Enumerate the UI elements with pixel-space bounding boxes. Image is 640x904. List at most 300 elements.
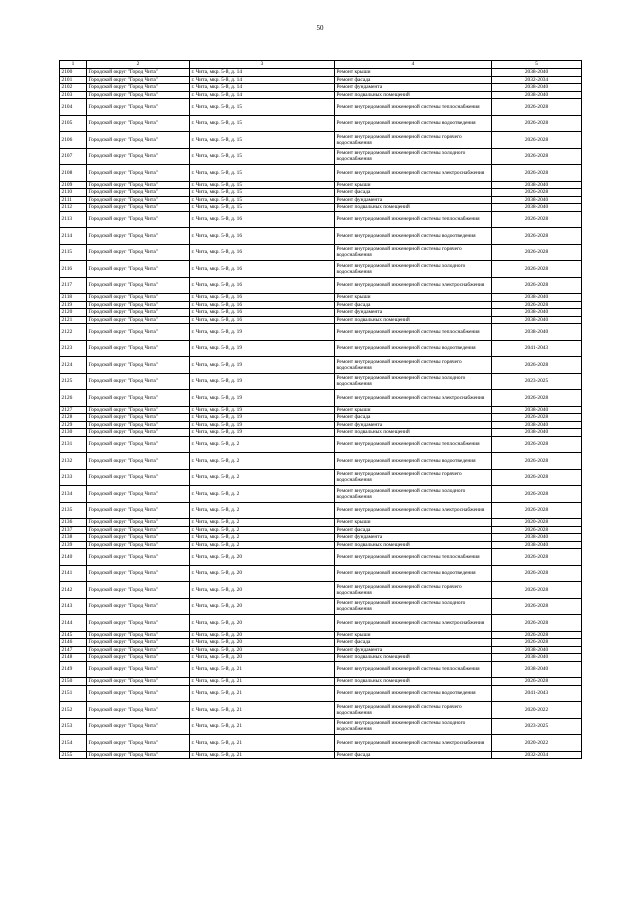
- table-row: [60, 735, 582, 752]
- row-number-cell: 2124: [60, 357, 87, 374]
- work-type-cell: Ремонт внутридомовой инженерной системы горячего водоснабжения: [335, 702, 492, 719]
- address-cell: г. Чита, мкр. 5-й, д. 14: [190, 69, 335, 77]
- address-cell: г. Чита, мкр. 5-й, д. 21: [190, 678, 335, 686]
- work-type-cell: Ремонт внутридомовой инженерной системы холодного водоснабжения: [335, 373, 492, 390]
- row-number-cell: 2150: [60, 678, 87, 686]
- address-cell: г. Чита, мкр. 5-й, д. 21: [190, 661, 335, 678]
- municipality-cell: Городской округ "Город Чита": [87, 115, 190, 132]
- row-number-cell: 2103: [60, 91, 87, 99]
- table-row: [60, 211, 582, 228]
- table-row: [60, 357, 582, 374]
- work-type-cell: Ремонт внутридомовой инженерной системы горячего водоснабжения: [335, 582, 492, 599]
- address-cell: г. Чита, мкр. 5-й, д. 21: [190, 685, 335, 702]
- period-cell: 2026-2028: [492, 436, 582, 453]
- header-cell: 3: [190, 61, 335, 69]
- work-type-cell: Ремонт внутридомовой инженерной системы электроснабжения: [335, 390, 492, 407]
- address-cell: г. Чита, мкр. 5-й, д. 21: [190, 735, 335, 752]
- period-cell: 2026-2028: [492, 357, 582, 374]
- period-cell: 2038-2040: [492, 91, 582, 99]
- row-number-cell: 2131: [60, 436, 87, 453]
- period-cell: 2026-2028: [492, 115, 582, 132]
- row-number-cell: 2130: [60, 429, 87, 437]
- address-cell: г. Чита, мкр. 5-й, д. 16: [190, 277, 335, 294]
- period-cell: 2026-2028: [492, 678, 582, 686]
- address-cell: г. Чита, мкр. 5-й, д. 2: [190, 541, 335, 549]
- work-type-cell: Ремонт фасада: [335, 301, 492, 309]
- table-row: [60, 132, 582, 149]
- municipality-cell: Городской округ "Город Чита": [87, 646, 190, 654]
- work-type-cell: Ремонт подвальных помещений: [335, 654, 492, 662]
- address-cell: г. Чита, мкр. 5-й, д. 14: [190, 84, 335, 92]
- table-row: [60, 565, 582, 582]
- work-type-cell: Ремонт подвальных помещений: [335, 204, 492, 212]
- address-cell: г. Чита, мкр. 5-й, д. 20: [190, 646, 335, 654]
- municipality-cell: Городской округ "Город Чита": [87, 661, 190, 678]
- table-row: [60, 115, 582, 132]
- address-cell: г. Чита, мкр. 5-й, д. 20: [190, 615, 335, 632]
- municipality-cell: Городской округ "Город Чита": [87, 486, 190, 503]
- period-cell: 2038-2040: [492, 654, 582, 662]
- table-row: [60, 228, 582, 245]
- table-row: [60, 340, 582, 357]
- period-cell: 2026-2028: [492, 469, 582, 486]
- municipality-cell: Городской округ "Город Чита": [87, 718, 190, 735]
- period-cell: 2026-2028: [492, 453, 582, 470]
- address-cell: г. Чита, мкр. 5-й, д. 2: [190, 526, 335, 534]
- header-cell: 2: [87, 61, 190, 69]
- table-row: [60, 534, 582, 542]
- row-number-cell: 2102: [60, 84, 87, 92]
- row-number-cell: 2127: [60, 406, 87, 414]
- municipality-cell: Городской округ "Город Чита": [87, 309, 190, 317]
- address-cell: г. Чита, мкр. 5-й, д. 19: [190, 421, 335, 429]
- municipality-cell: Городской округ "Город Чита": [87, 565, 190, 582]
- work-type-cell: Ремонт внутридомовой инженерной системы водоотведения: [335, 340, 492, 357]
- work-type-cell: Ремонт подвальных помещений: [335, 316, 492, 324]
- municipality-cell: Городской округ "Город Чита": [87, 204, 190, 212]
- row-number-cell: 2139: [60, 541, 87, 549]
- municipality-cell: Городской округ "Город Чита": [87, 414, 190, 422]
- row-number-cell: 2105: [60, 115, 87, 132]
- row-number-cell: 2136: [60, 519, 87, 527]
- work-type-cell: Ремонт внутридомовой инженерной системы холодного водоснабжения: [335, 148, 492, 165]
- period-cell: 2038-2040: [492, 541, 582, 549]
- address-cell: г. Чита, мкр. 5-й, д. 20: [190, 654, 335, 662]
- table-row: [60, 148, 582, 165]
- table-row: [60, 541, 582, 549]
- address-cell: г. Чита, мкр. 5-й, д. 20: [190, 549, 335, 566]
- municipality-cell: Городской округ "Город Чита": [87, 615, 190, 632]
- address-cell: г. Чита, мкр. 5-й, д. 15: [190, 189, 335, 197]
- address-cell: г. Чита, мкр. 5-й, д. 16: [190, 211, 335, 228]
- work-type-cell: Ремонт крыши: [335, 519, 492, 527]
- address-cell: г. Чита, мкр. 5-й, д. 15: [190, 196, 335, 204]
- table-row: [60, 646, 582, 654]
- table-row: [60, 261, 582, 278]
- municipality-cell: Городской округ "Город Чита": [87, 541, 190, 549]
- municipality-cell: Городской округ "Город Чита": [87, 181, 190, 189]
- municipality-cell: Городской округ "Город Чита": [87, 654, 190, 662]
- municipality-cell: Городской округ "Город Чита": [87, 301, 190, 309]
- work-type-cell: Ремонт внутридомовой инженерной системы горячего водоснабжения: [335, 469, 492, 486]
- work-type-cell: Ремонт внутридомовой инженерной системы теплоснабжения: [335, 549, 492, 566]
- address-cell: г. Чита, мкр. 5-й, д. 14: [190, 91, 335, 99]
- table-row: [60, 751, 582, 759]
- municipality-cell: Городской округ "Город Чита": [87, 631, 190, 639]
- header-cell: 1: [60, 61, 87, 69]
- period-cell: 2026-2028: [492, 244, 582, 261]
- municipality-cell: Городской округ "Город Чита": [87, 702, 190, 719]
- row-number-cell: 2101: [60, 76, 87, 84]
- work-type-cell: Ремонт подвальных помещений: [335, 91, 492, 99]
- address-cell: г. Чита, мкр. 5-й, д. 20: [190, 639, 335, 647]
- table-row: [60, 309, 582, 317]
- row-number-cell: 2133: [60, 469, 87, 486]
- address-cell: г. Чита, мкр. 5-й, д. 16: [190, 309, 335, 317]
- municipality-cell: Городской округ "Город Чита": [87, 132, 190, 149]
- header-cell: 5: [492, 61, 582, 69]
- period-cell: 2026-2028: [492, 228, 582, 245]
- work-type-cell: Ремонт внутридомовой инженерной системы холодного водоснабжения: [335, 598, 492, 615]
- row-number-cell: 2119: [60, 301, 87, 309]
- municipality-cell: Городской округ "Город Чита": [87, 549, 190, 566]
- municipality-cell: Городской округ "Город Чита": [87, 196, 190, 204]
- period-cell: 2023-2025: [492, 718, 582, 735]
- address-cell: г. Чита, мкр. 5-й, д. 16: [190, 316, 335, 324]
- table-row: [60, 549, 582, 566]
- municipality-cell: Городской округ "Город Чита": [87, 261, 190, 278]
- row-number-cell: 2141: [60, 565, 87, 582]
- period-cell: 2032-2034: [492, 751, 582, 759]
- municipality-cell: Городской округ "Город Чита": [87, 189, 190, 197]
- period-cell: 2026-2028: [492, 414, 582, 422]
- address-cell: г. Чита, мкр. 5-й, д. 16: [190, 301, 335, 309]
- period-cell: 2026-2028: [492, 301, 582, 309]
- address-cell: г. Чита, мкр. 5-й, д. 16: [190, 294, 335, 302]
- work-type-cell: Ремонт фасада: [335, 189, 492, 197]
- row-number-cell: 2100: [60, 69, 87, 77]
- period-cell: 2038-2040: [492, 204, 582, 212]
- address-cell: г. Чита, мкр. 5-й, д. 14: [190, 76, 335, 84]
- row-number-cell: 2128: [60, 414, 87, 422]
- period-cell: 2026-2028: [492, 631, 582, 639]
- row-number-cell: 2115: [60, 244, 87, 261]
- municipality-cell: Городской округ "Город Чита": [87, 453, 190, 470]
- row-number-cell: 2147: [60, 646, 87, 654]
- work-type-cell: Ремонт фасада: [335, 414, 492, 422]
- row-number-cell: 2137: [60, 526, 87, 534]
- work-type-cell: Ремонт внутридомовой инженерной системы водоотведения: [335, 228, 492, 245]
- table-row: [60, 84, 582, 92]
- address-cell: г. Чита, мкр. 5-й, д. 2: [190, 436, 335, 453]
- period-cell: 2038-2040: [492, 324, 582, 341]
- work-type-cell: Ремонт внутридомовой инженерной системы водоотведения: [335, 115, 492, 132]
- period-cell: 2026-2028: [492, 165, 582, 182]
- row-number-cell: 2145: [60, 631, 87, 639]
- table-row: [60, 373, 582, 390]
- work-type-cell: Ремонт внутридомовой инженерной системы электроснабжения: [335, 615, 492, 632]
- row-number-cell: 2152: [60, 702, 87, 719]
- municipality-cell: Городской округ "Город Чита": [87, 244, 190, 261]
- municipality-cell: Городской округ "Город Чита": [87, 165, 190, 182]
- municipality-cell: Городской округ "Город Чита": [87, 91, 190, 99]
- table-row: [60, 615, 582, 632]
- period-cell: 2020-2022: [492, 702, 582, 719]
- work-type-cell: Ремонт фасада: [335, 751, 492, 759]
- work-type-cell: Ремонт крыши: [335, 181, 492, 189]
- municipality-cell: Городской округ "Город Чита": [87, 534, 190, 542]
- municipality-cell: Городской округ "Город Чита": [87, 526, 190, 534]
- period-cell: 2026-2028: [492, 189, 582, 197]
- table-row: [60, 390, 582, 407]
- work-type-cell: Ремонт внутридомовой инженерной системы теплоснабжения: [335, 436, 492, 453]
- table-row: [60, 582, 582, 599]
- work-type-cell: Ремонт внутридомовой инженерной системы водоотведения: [335, 565, 492, 582]
- row-number-cell: 2123: [60, 340, 87, 357]
- address-cell: г. Чита, мкр. 5-й, д. 19: [190, 406, 335, 414]
- municipality-cell: Городской округ "Город Чита": [87, 421, 190, 429]
- period-cell: 2026-2028: [492, 549, 582, 566]
- table-header-row: [60, 61, 582, 69]
- address-cell: г. Чита, мкр. 5-й, д. 19: [190, 429, 335, 437]
- row-number-cell: 2121: [60, 316, 87, 324]
- municipality-cell: Городской округ "Город Чита": [87, 357, 190, 374]
- work-type-cell: Ремонт крыши: [335, 69, 492, 77]
- address-cell: г. Чита, мкр. 5-й, д. 2: [190, 519, 335, 527]
- work-type-cell: Ремонт внутридомовой инженерной системы теплоснабжения: [335, 99, 492, 116]
- address-cell: г. Чита, мкр. 5-й, д. 16: [190, 261, 335, 278]
- work-type-cell: Ремонт фундамента: [335, 309, 492, 317]
- municipality-cell: Городской округ "Город Чита": [87, 429, 190, 437]
- address-cell: г. Чита, мкр. 5-й, д. 16: [190, 244, 335, 261]
- work-type-cell: Ремонт подвальных помещений: [335, 541, 492, 549]
- table-row: [60, 661, 582, 678]
- address-cell: г. Чита, мкр. 5-й, д. 2: [190, 469, 335, 486]
- period-cell: 2026-2028: [492, 582, 582, 599]
- table-row: [60, 76, 582, 84]
- repair-schedule-table: [59, 60, 582, 759]
- work-type-cell: Ремонт внутридомовой инженерной системы холодного водоснабжения: [335, 718, 492, 735]
- table-row: [60, 414, 582, 422]
- address-cell: г. Чита, мкр. 5-й, д. 2: [190, 486, 335, 503]
- period-cell: 2026-2028: [492, 148, 582, 165]
- address-cell: г. Чита, мкр. 5-й, д. 15: [190, 165, 335, 182]
- municipality-cell: Городской округ "Город Чита": [87, 685, 190, 702]
- address-cell: г. Чита, мкр. 5-й, д. 19: [190, 373, 335, 390]
- period-cell: 2038-2040: [492, 294, 582, 302]
- period-cell: 2026-2028: [492, 615, 582, 632]
- period-cell: 2038-2040: [492, 429, 582, 437]
- period-cell: 2032-2034: [492, 76, 582, 84]
- row-number-cell: 2148: [60, 654, 87, 662]
- municipality-cell: Городской округ "Город Чита": [87, 436, 190, 453]
- municipality-cell: Городской округ "Город Чита": [87, 340, 190, 357]
- table-row: [60, 718, 582, 735]
- period-cell: 2026-2028: [492, 502, 582, 519]
- row-number-cell: 2153: [60, 718, 87, 735]
- row-number-cell: 2132: [60, 453, 87, 470]
- row-number-cell: 2120: [60, 309, 87, 317]
- period-cell: 2041-2043: [492, 685, 582, 702]
- period-cell: 2026-2028: [492, 277, 582, 294]
- table-row: [60, 685, 582, 702]
- address-cell: г. Чита, мкр. 5-й, д. 15: [190, 204, 335, 212]
- table-row: [60, 598, 582, 615]
- work-type-cell: Ремонт фасада: [335, 526, 492, 534]
- period-cell: 2023-2025: [492, 373, 582, 390]
- address-cell: г. Чита, мкр. 5-й, д. 15: [190, 99, 335, 116]
- address-cell: г. Чита, мкр. 5-й, д. 20: [190, 582, 335, 599]
- address-cell: г. Чита, мкр. 5-й, д. 15: [190, 148, 335, 165]
- municipality-cell: Городской округ "Город Чита": [87, 324, 190, 341]
- period-cell: 2038-2040: [492, 316, 582, 324]
- municipality-cell: Городской округ "Город Чита": [87, 390, 190, 407]
- work-type-cell: Ремонт внутридомовой инженерной системы горячего водоснабжения: [335, 357, 492, 374]
- table-row: [60, 526, 582, 534]
- period-cell: 2026-2028: [492, 565, 582, 582]
- table-row: [60, 69, 582, 77]
- work-type-cell: Ремонт подвальных помещений: [335, 678, 492, 686]
- address-cell: г. Чита, мкр. 5-й, д. 2: [190, 534, 335, 542]
- row-number-cell: 2116: [60, 261, 87, 278]
- period-cell: 2038-2040: [492, 646, 582, 654]
- row-number-cell: 2114: [60, 228, 87, 245]
- table-row: [60, 91, 582, 99]
- address-cell: г. Чита, мкр. 5-й, д. 19: [190, 414, 335, 422]
- municipality-cell: Городской округ "Город Чита": [87, 84, 190, 92]
- address-cell: г. Чита, мкр. 5-й, д. 21: [190, 751, 335, 759]
- row-number-cell: 2151: [60, 685, 87, 702]
- table-row: [60, 421, 582, 429]
- address-cell: г. Чита, мкр. 5-й, д. 15: [190, 181, 335, 189]
- work-type-cell: Ремонт внутридомовой инженерной системы электроснабжения: [335, 502, 492, 519]
- table-row: [60, 165, 582, 182]
- period-cell: 2038-2040: [492, 661, 582, 678]
- row-number-cell: 2142: [60, 582, 87, 599]
- work-type-cell: Ремонт внутридомовой инженерной системы теплоснабжения: [335, 324, 492, 341]
- table-row: [60, 639, 582, 647]
- municipality-cell: Городской округ "Город Чита": [87, 277, 190, 294]
- municipality-cell: Городской округ "Город Чита": [87, 735, 190, 752]
- row-number-cell: 2108: [60, 165, 87, 182]
- row-number-cell: 2118: [60, 294, 87, 302]
- municipality-cell: Городской округ "Город Чита": [87, 582, 190, 599]
- work-type-cell: Ремонт фундамента: [335, 421, 492, 429]
- table-row: [60, 324, 582, 341]
- period-cell: 2041-2043: [492, 340, 582, 357]
- period-cell: 2020-2022: [492, 735, 582, 752]
- work-type-cell: Ремонт внутридомовой инженерной системы водоотведения: [335, 685, 492, 702]
- table-row: [60, 244, 582, 261]
- row-number-cell: 2104: [60, 99, 87, 116]
- table-row: [60, 316, 582, 324]
- row-number-cell: 2112: [60, 204, 87, 212]
- work-type-cell: Ремонт фасада: [335, 639, 492, 647]
- row-number-cell: 2117: [60, 277, 87, 294]
- header-cell: 4: [335, 61, 492, 69]
- period-cell: 2026-2028: [492, 99, 582, 116]
- period-cell: 2038-2040: [492, 181, 582, 189]
- period-cell: 2038-2040: [492, 406, 582, 414]
- address-cell: г. Чита, мкр. 5-й, д. 20: [190, 565, 335, 582]
- address-cell: г. Чита, мкр. 5-й, д. 15: [190, 115, 335, 132]
- row-number-cell: 2138: [60, 534, 87, 542]
- municipality-cell: Городской округ "Город Чита": [87, 228, 190, 245]
- address-cell: г. Чита, мкр. 5-й, д. 2: [190, 453, 335, 470]
- address-cell: г. Чита, мкр. 5-й, д. 20: [190, 598, 335, 615]
- municipality-cell: Городской округ "Город Чита": [87, 211, 190, 228]
- municipality-cell: Городской округ "Город Чита": [87, 598, 190, 615]
- address-cell: г. Чита, мкр. 5-й, д. 2: [190, 502, 335, 519]
- table-row: [60, 181, 582, 189]
- work-type-cell: Ремонт крыши: [335, 631, 492, 639]
- work-type-cell: Ремонт внутридомовой инженерной системы электроснабжения: [335, 735, 492, 752]
- address-cell: г. Чита, мкр. 5-й, д. 16: [190, 228, 335, 245]
- row-number-cell: 2155: [60, 751, 87, 759]
- period-cell: 2038-2040: [492, 84, 582, 92]
- row-number-cell: 2140: [60, 549, 87, 566]
- row-number-cell: 2134: [60, 486, 87, 503]
- row-number-cell: 2135: [60, 502, 87, 519]
- period-cell: 2026-2028: [492, 211, 582, 228]
- municipality-cell: Городской округ "Город Чита": [87, 69, 190, 77]
- work-type-cell: Ремонт подвальных помещений: [335, 429, 492, 437]
- table-row: [60, 99, 582, 116]
- table-row: [60, 502, 582, 519]
- work-type-cell: Ремонт крыши: [335, 294, 492, 302]
- period-cell: 2026-2028: [492, 390, 582, 407]
- period-cell: 2026-2028: [492, 639, 582, 647]
- work-type-cell: Ремонт внутридомовой инженерной системы водоотведения: [335, 453, 492, 470]
- table-row: [60, 486, 582, 503]
- address-cell: г. Чита, мкр. 5-й, д. 20: [190, 631, 335, 639]
- table-row: [60, 654, 582, 662]
- municipality-cell: Городской округ "Город Чита": [87, 148, 190, 165]
- work-type-cell: Ремонт фасада: [335, 76, 492, 84]
- table-row: [60, 204, 582, 212]
- municipality-cell: Городской округ "Город Чита": [87, 373, 190, 390]
- table-row: [60, 678, 582, 686]
- municipality-cell: Городской округ "Город Чита": [87, 99, 190, 116]
- municipality-cell: Городской округ "Город Чита": [87, 678, 190, 686]
- work-type-cell: Ремонт внутридомовой инженерной системы горячего водоснабжения: [335, 132, 492, 149]
- table-row: [60, 406, 582, 414]
- address-cell: г. Чита, мкр. 5-й, д. 19: [190, 340, 335, 357]
- period-cell: 2026-2028: [492, 526, 582, 534]
- municipality-cell: Городской округ "Город Чита": [87, 406, 190, 414]
- work-type-cell: Ремонт внутридомовой инженерной системы электроснабжения: [335, 165, 492, 182]
- period-cell: 2038-2040: [492, 421, 582, 429]
- work-type-cell: Ремонт фундамента: [335, 196, 492, 204]
- table-row: [60, 429, 582, 437]
- table-row: [60, 301, 582, 309]
- table-row: [60, 196, 582, 204]
- row-number-cell: 2154: [60, 735, 87, 752]
- table-row: [60, 469, 582, 486]
- work-type-cell: Ремонт внутридомовой инженерной системы холодного водоснабжения: [335, 486, 492, 503]
- period-cell: 2020-2028: [492, 519, 582, 527]
- municipality-cell: Городской округ "Город Чита": [87, 76, 190, 84]
- table-row: [60, 702, 582, 719]
- period-cell: 2026-2028: [492, 261, 582, 278]
- table-row: [60, 631, 582, 639]
- row-number-cell: 2107: [60, 148, 87, 165]
- period-cell: 2026-2028: [492, 598, 582, 615]
- period-cell: 2038-2040: [492, 534, 582, 542]
- period-cell: 2026-2028: [492, 486, 582, 503]
- row-number-cell: 2113: [60, 211, 87, 228]
- row-number-cell: 2144: [60, 615, 87, 632]
